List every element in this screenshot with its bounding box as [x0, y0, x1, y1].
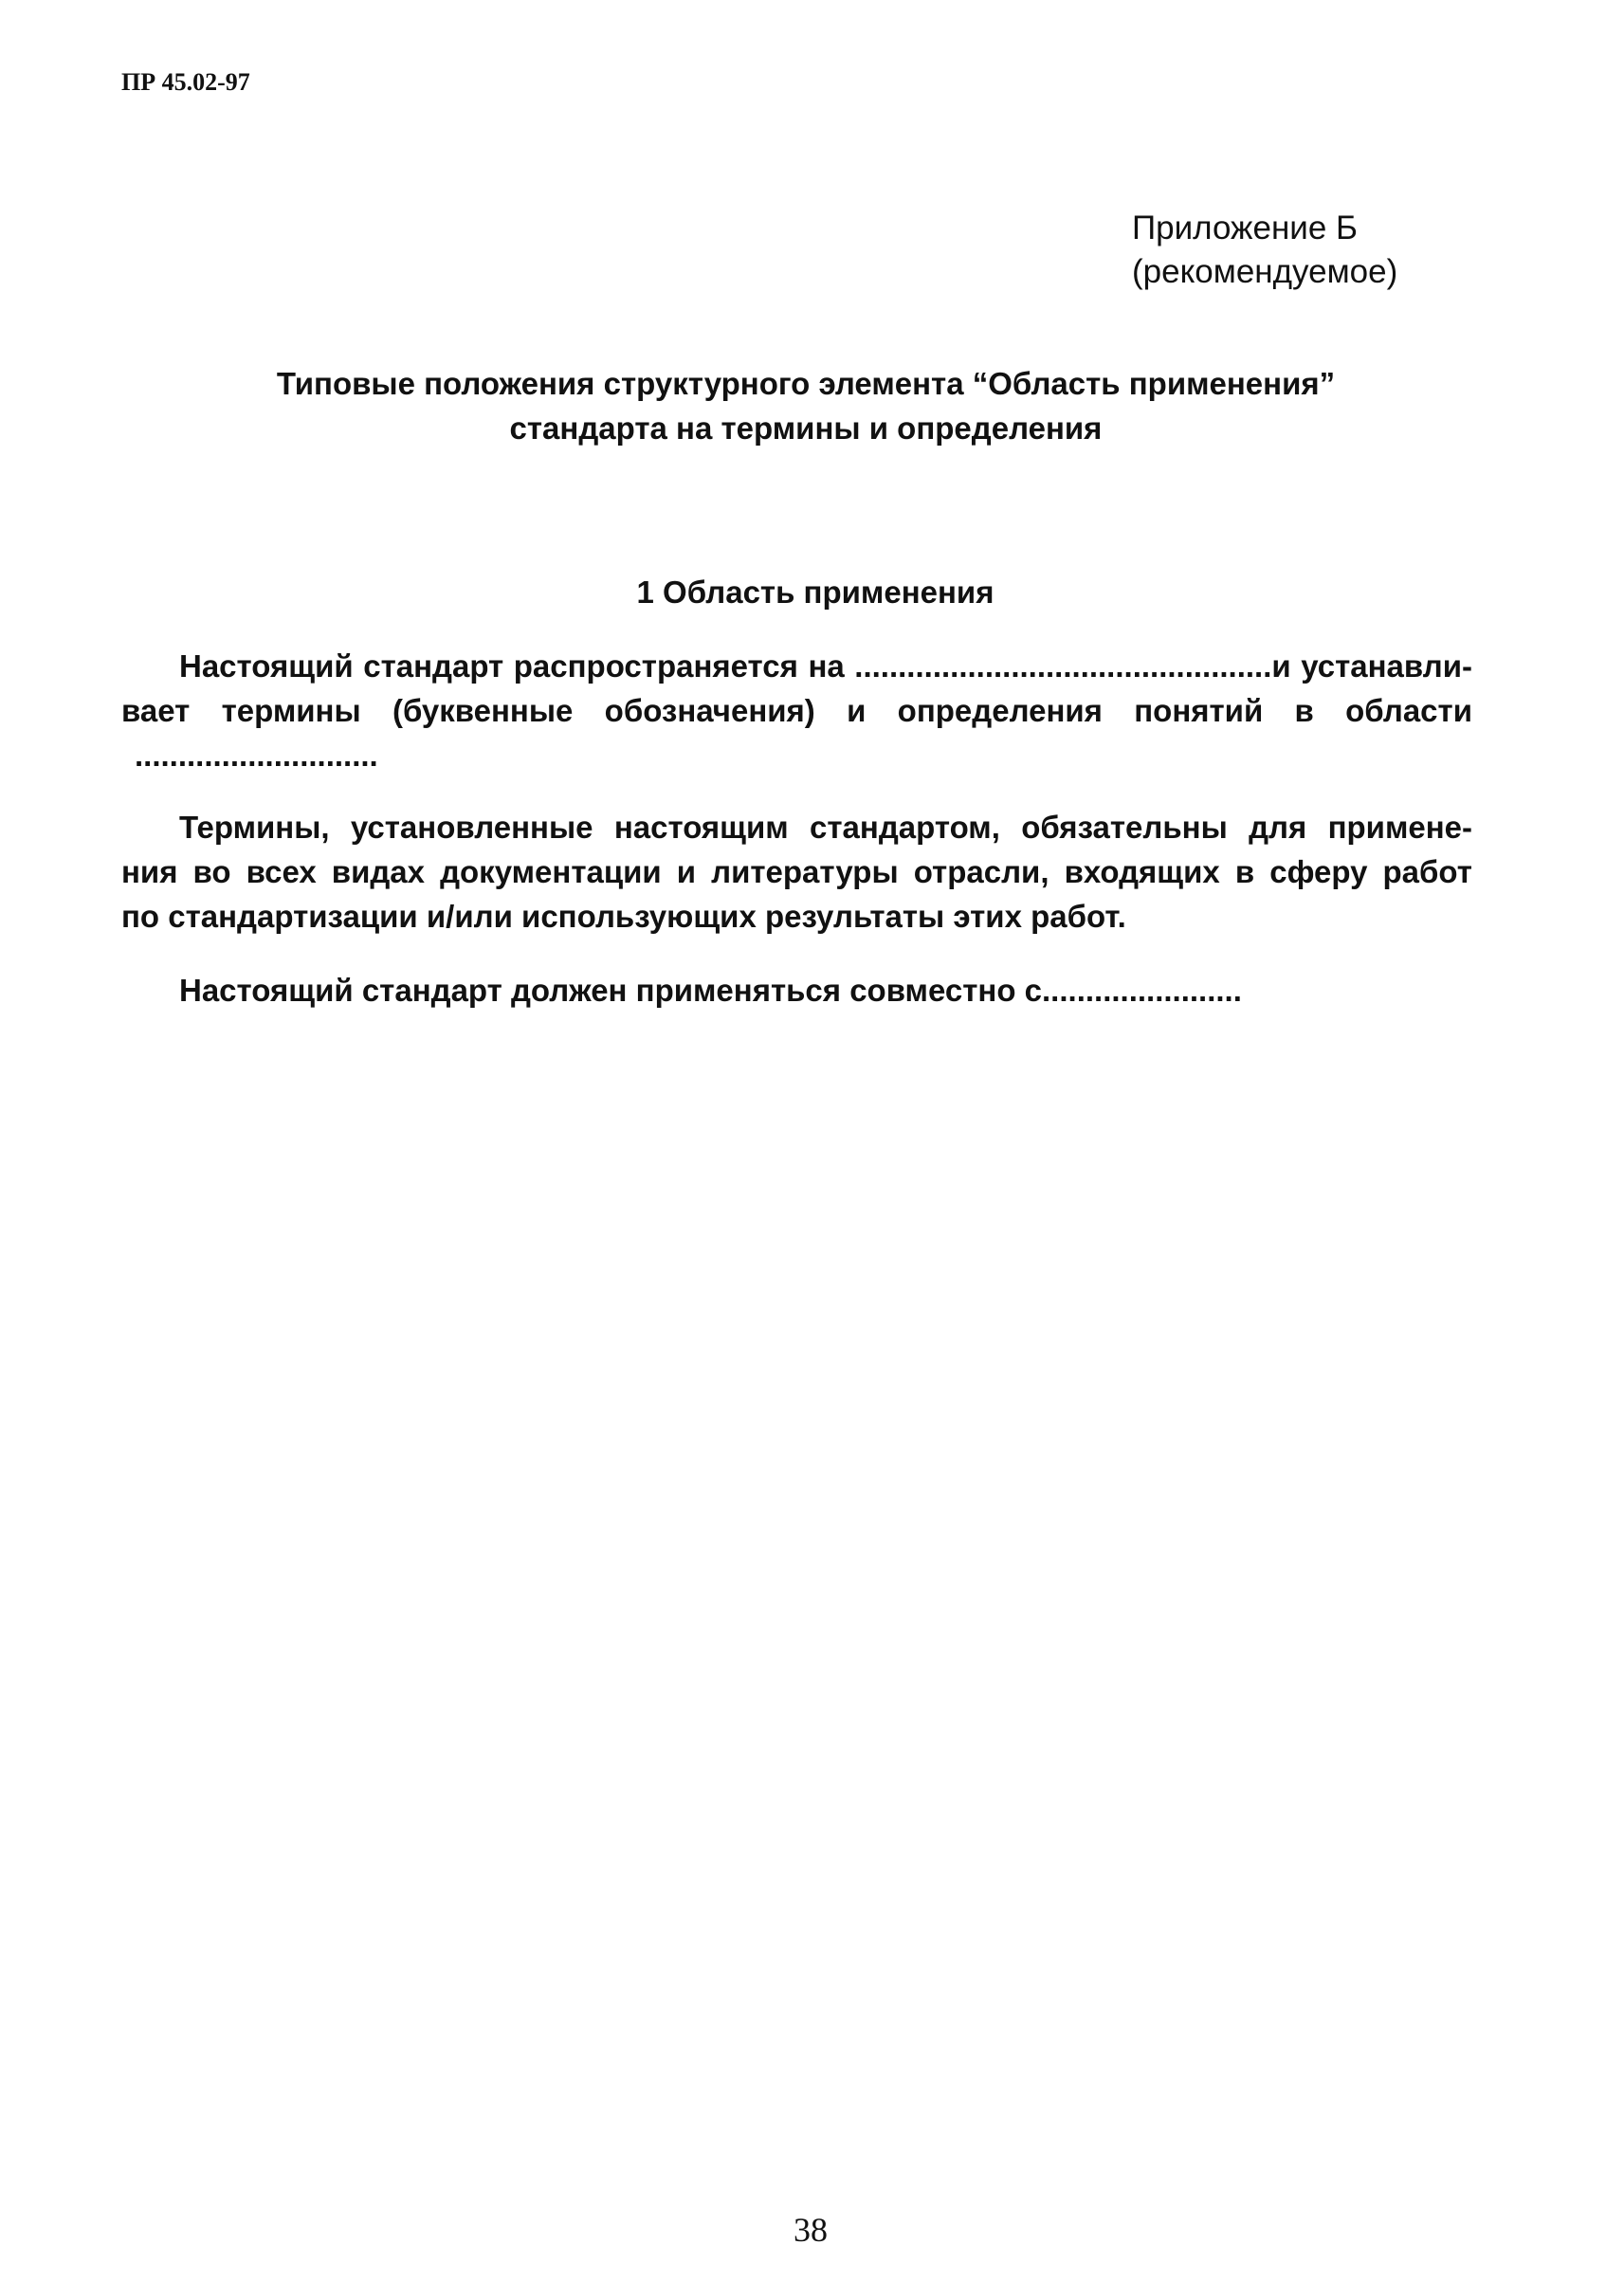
paragraph-2-word: литературы	[711, 854, 899, 889]
document-title	[237, 361, 1375, 450]
paragraph-1-line-1	[179, 650, 1472, 682]
paragraph-2-word: документации	[440, 854, 662, 889]
paragraph-2-word: сферу	[1269, 854, 1368, 889]
paragraph-2-word: отрасли,	[913, 854, 1049, 889]
document-title-line-1: Типовые положения структурного элемента “Область применения”	[276, 366, 1336, 401]
paragraph-2-word: всех	[246, 854, 317, 889]
paragraph-2-line-1	[179, 812, 1472, 843]
paragraph-1-blank: ................................................и	[854, 648, 1291, 684]
paragraph-1-word: Настоящий	[179, 648, 354, 684]
paragraph-2-word: установленные	[350, 810, 593, 845]
appendix-note: (рекомендуемое)	[1132, 253, 1398, 290]
paragraph-2-word: стандартом,	[810, 810, 1000, 845]
paragraph-2-word: работ	[1382, 854, 1472, 889]
section-heading: 1 Область применения	[636, 575, 994, 610]
paragraph-2-word: и	[676, 854, 697, 889]
appendix-title: Приложение Б	[1132, 210, 1358, 246]
paragraph-2-word: примене-	[1327, 810, 1472, 845]
paragraph-1-word: обозначения)	[604, 693, 815, 728]
paragraph-1-word: вает	[121, 693, 191, 728]
paragraph-2-word: входящих	[1064, 854, 1220, 889]
paragraph-1-word: термины	[221, 693, 361, 728]
paragraph-1-word: и	[847, 693, 867, 728]
paragraph-1-word: в	[1294, 693, 1314, 728]
paragraph-1-word: стандарт	[363, 648, 504, 684]
paragraph-1-word: устанавли-	[1301, 648, 1472, 684]
document-code: ПР 45.02-97	[121, 68, 250, 96]
paragraph-2-word: в	[1234, 854, 1255, 889]
paragraph-2-line-3: по стандартизации и/или использующих результаты этих работ.	[121, 899, 1126, 934]
paragraph-3-line-1: Настоящий стандарт должен применяться совместно с.......................	[179, 973, 1242, 1008]
appendix-label	[1132, 207, 1445, 294]
paragraph-2-word: ния	[121, 854, 178, 889]
paragraph-2-word: для	[1249, 810, 1307, 845]
paragraph-2-word: видах	[331, 854, 426, 889]
paragraph-1-line-2	[121, 695, 1472, 726]
paragraph-2-word: Термины,	[179, 810, 330, 845]
paragraph-1-word: области	[1345, 693, 1472, 728]
paragraph-2-word: во	[192, 854, 231, 889]
page-number: 38	[794, 2211, 828, 2249]
document-title-line-2: стандарта на термины и определения	[509, 411, 1103, 446]
paragraph-1-word: понятий	[1134, 693, 1264, 728]
paragraph-1-word: определения	[897, 693, 1103, 728]
paragraph-1-word: (буквенные	[392, 693, 574, 728]
paragraph-1-line-3-blank: ............................	[135, 738, 378, 773]
paragraph-2-word: обязательны	[1021, 810, 1228, 845]
paragraph-2-line-2	[121, 856, 1472, 887]
paragraph-1-word: распространяется	[513, 648, 798, 684]
paragraph-2-word: настоящим	[613, 810, 789, 845]
paragraph-1-word: на	[808, 648, 845, 684]
